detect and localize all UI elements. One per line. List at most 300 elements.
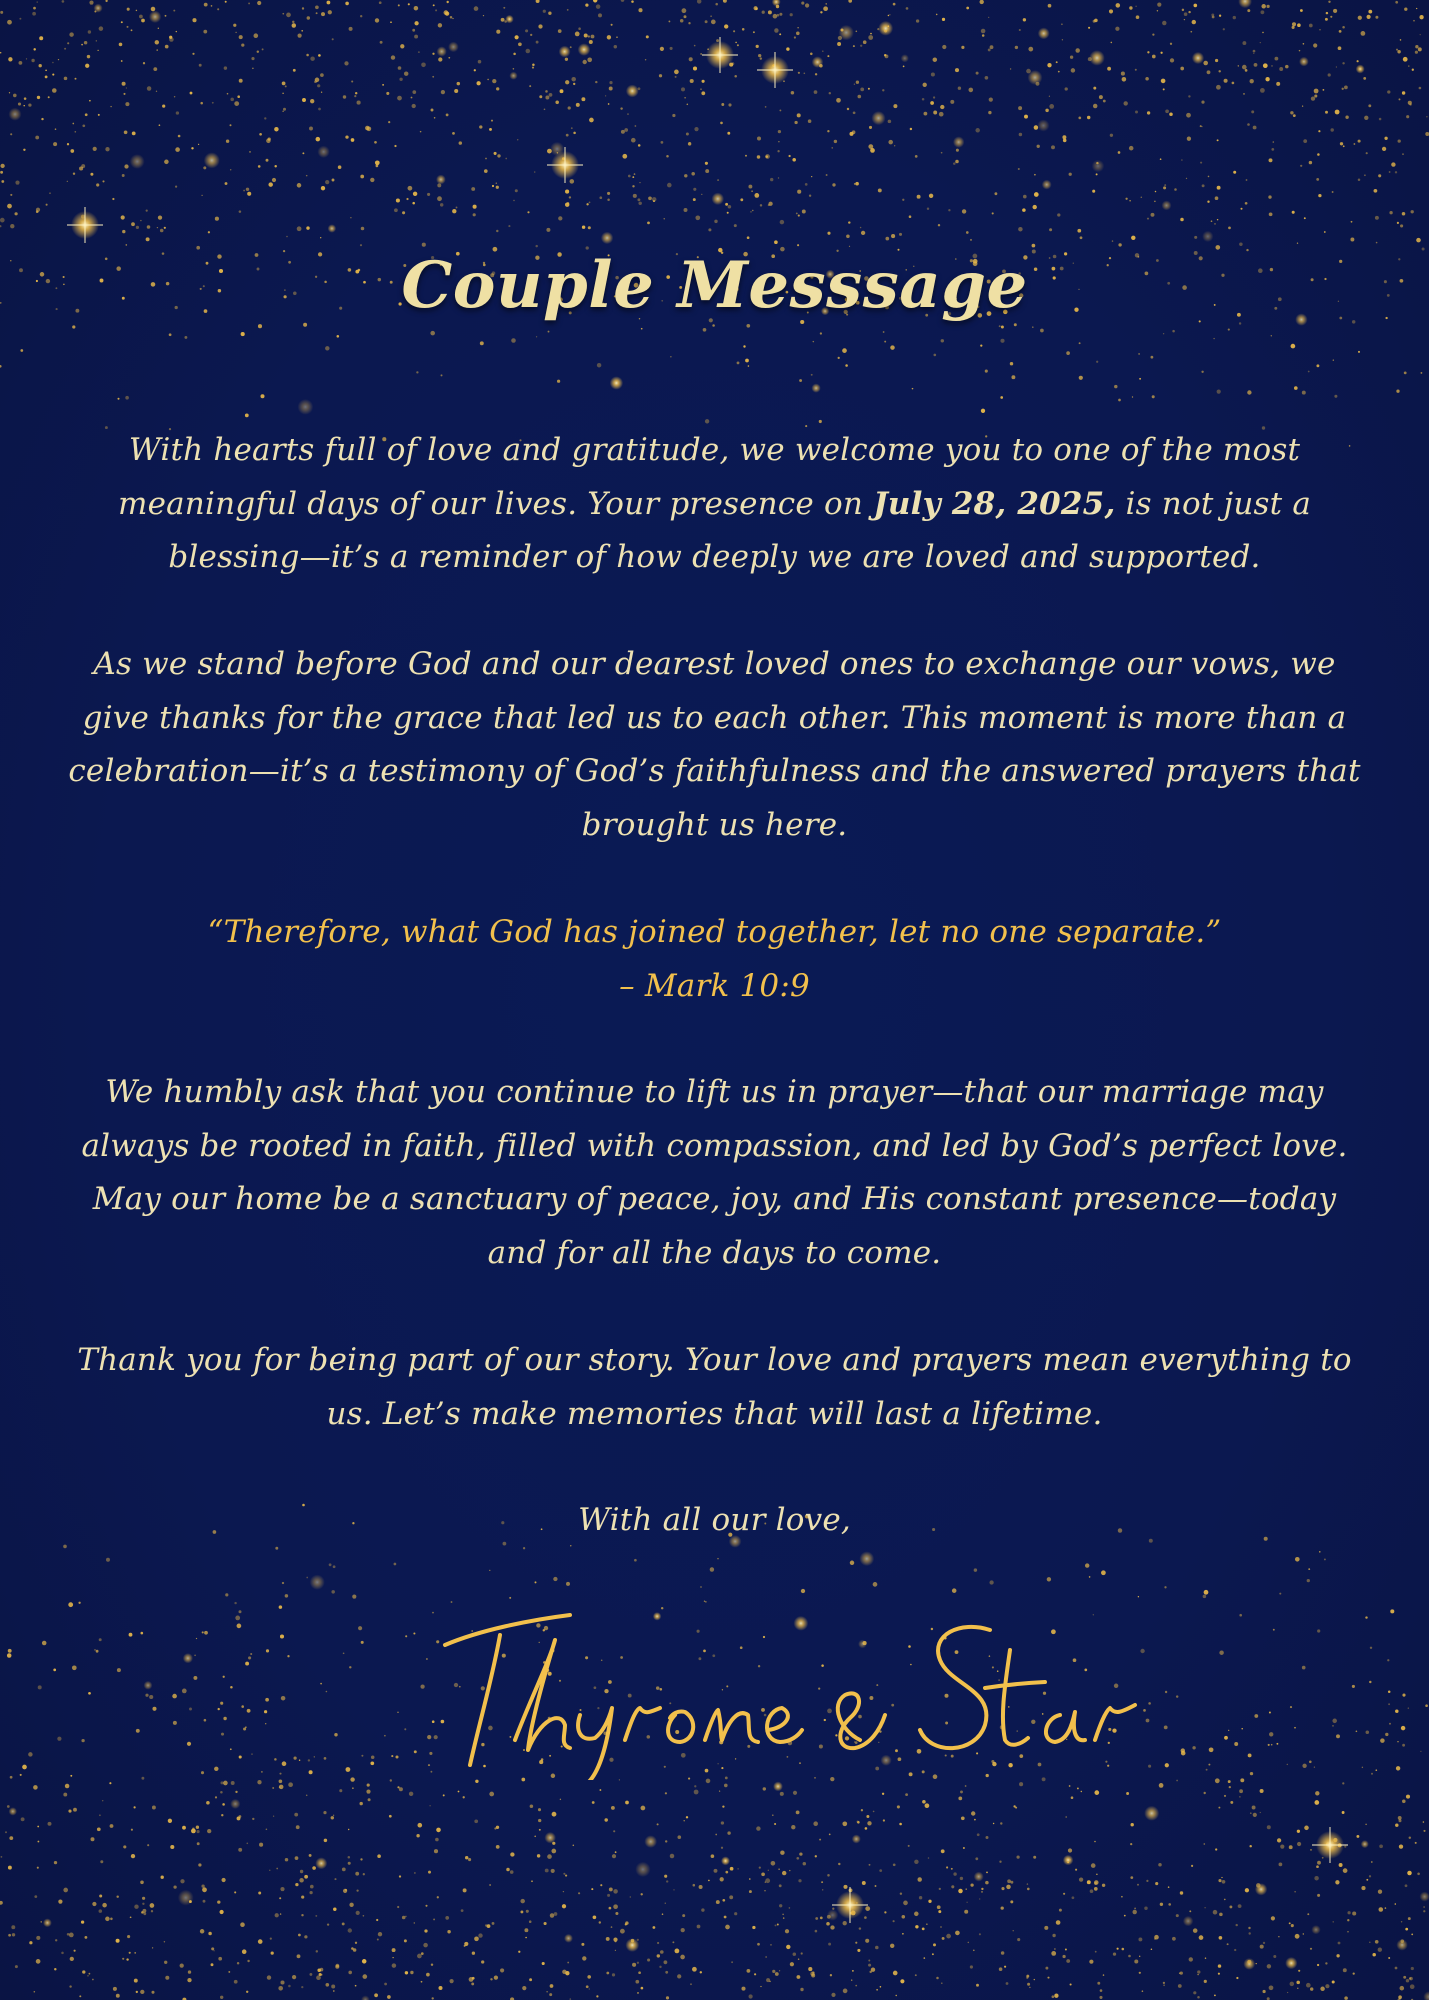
sparkle-dot	[1402, 1694, 1405, 1697]
sparkle-dot	[1384, 280, 1387, 283]
sparkle-dot	[94, 4, 103, 13]
sparkle-dot	[705, 169, 709, 173]
sparkle-dot	[966, 7, 969, 10]
sparkle-dot	[796, 1811, 800, 1815]
sparkle-dot	[518, 1951, 520, 1953]
sparkle-dot	[853, 45, 855, 47]
sparkle-dot	[1151, 1948, 1153, 1950]
sparkle-dot	[18, 102, 21, 105]
sparkle-dot	[324, 1839, 327, 1842]
sparkle-dot	[615, 1912, 618, 1915]
sparkle-dot	[113, 1987, 117, 1991]
sparkle-dot	[779, 1970, 780, 1971]
sparkle-dot	[779, 33, 781, 35]
sparkle-dot	[1147, 218, 1149, 220]
sparkle-dot	[7, 1653, 12, 1658]
sparkle-dot	[1395, 1, 1398, 4]
sparkle-dot	[19, 268, 23, 272]
sparkle-dot	[52, 74, 54, 76]
sparkle-dot	[539, 1829, 541, 1831]
sparkle-dot	[84, 1936, 87, 1939]
sparkle-dot	[1188, 95, 1190, 97]
sparkle-dot	[721, 1821, 724, 1824]
sparkle-dot	[389, 1815, 392, 1818]
sparkle-dot	[740, 198, 743, 201]
sparkle-dot	[864, 1916, 867, 1919]
sparkle-dot	[900, 1979, 904, 1983]
sparkle-dot	[796, 1857, 799, 1860]
sparkle-dot	[1416, 8, 1417, 9]
sparkle-dot	[1160, 52, 1162, 54]
sparkle-dot	[712, 324, 715, 327]
sparkle-dot	[1204, 1792, 1206, 1794]
sparkle-dot	[769, 1981, 771, 1983]
sparkle-dot	[660, 1950, 664, 1954]
sparkle-dot	[581, 1943, 584, 1946]
sparkle-dot	[323, 1811, 326, 1814]
sparkle-dot	[69, 1985, 71, 1987]
sparkle-dot	[680, 1955, 685, 1960]
sparkle-dot	[428, 1871, 431, 1874]
sparkle-dot	[1102, 1884, 1105, 1887]
sparkle-dot	[1239, 1796, 1240, 1797]
star-flare	[702, 37, 738, 73]
sparkle-dot	[237, 1816, 241, 1820]
sparkle-dot	[487, 1924, 491, 1928]
sparkle-dot	[1190, 31, 1192, 33]
sparkle-dot	[777, 14, 780, 17]
sparkle-dot	[1402, 1800, 1406, 1804]
sparkle-dot	[761, 1872, 765, 1876]
sparkle-dot	[1139, 1972, 1141, 1974]
sparkle-dot	[875, 1946, 879, 1950]
sparkle-dot	[238, 1848, 242, 1852]
sparkle-dot	[1311, 1925, 1320, 1934]
sparkle-dot	[1042, 180, 1052, 190]
sparkle-dot	[132, 132, 136, 136]
sparkle-dot	[601, 232, 613, 244]
sparkle-dot	[1347, 1931, 1349, 1933]
sparkle-dot	[320, 237, 321, 238]
sparkle-dot	[178, 1890, 194, 1906]
sparkle-dot	[1368, 104, 1371, 107]
sparkle-dot	[79, 1995, 81, 1997]
sparkle-dot	[492, 185, 494, 187]
sparkle-dot	[759, 1867, 761, 1869]
sparkle-dot	[693, 1884, 696, 1887]
sparkle-dot	[1396, 49, 1398, 51]
sparkle-dot	[773, 1782, 783, 1792]
sparkle-dot	[831, 1993, 835, 1997]
sparkle-dot	[1342, 1782, 1344, 1784]
sparkle-dot	[317, 146, 329, 158]
sparkle-dot	[288, 1985, 291, 1988]
sparkle-dot	[267, 1975, 271, 1979]
sparkle-dot	[980, 344, 982, 346]
sparkle-dot	[933, 354, 936, 357]
sparkle-dot	[79, 166, 83, 170]
sparkle-dot	[859, 1551, 874, 1566]
sparkle-dot	[908, 1845, 910, 1847]
sparkle-dot	[1071, 68, 1075, 72]
sparkle-dot	[620, 1929, 625, 1934]
sparkle-dot	[545, 96, 549, 100]
sparkle-dot	[1184, 12, 1188, 16]
sparkle-dot	[136, 1991, 138, 1993]
sparkle-dot	[1406, 1795, 1410, 1799]
sparkle-dot	[55, 128, 57, 130]
sparkle-dot	[1271, 148, 1274, 151]
sparkle-dot	[966, 1902, 967, 1903]
sparkle-dot	[434, 1849, 438, 1853]
sparkle-dot	[314, 80, 317, 83]
sparkle-dot	[682, 8, 687, 13]
sparkle-dot	[1325, 18, 1328, 21]
sparkle-dot	[159, 124, 161, 126]
sparkle-dot	[429, 1805, 430, 1806]
sparkle-dot	[1385, 1733, 1388, 1736]
sparkle-dot	[840, 28, 843, 31]
sparkle-dot	[471, 187, 475, 191]
sparkle-dot	[641, 328, 643, 330]
sparkle-dot	[632, 176, 634, 178]
sparkle-dot	[1423, 1991, 1429, 2000]
sparkle-dot	[1197, 1974, 1198, 1975]
sparkle-dot	[301, 1986, 303, 1988]
sparkle-dot	[1293, 114, 1296, 117]
sparkle-dot	[644, 1835, 657, 1848]
sparkle-dot	[294, 1813, 298, 1817]
sparkle-dot	[513, 68, 515, 70]
sparkle-dot	[8, 57, 12, 61]
sparkle-dot	[607, 1894, 610, 1897]
sparkle-dot	[974, 1819, 976, 1821]
sparkle-dot	[130, 1916, 132, 1918]
sparkle-dot	[510, 1852, 514, 1856]
sparkle-dot	[747, 236, 750, 239]
sparkle-dot	[538, 1819, 541, 1822]
sparkle-dot	[1138, 353, 1140, 355]
sparkle-dot	[275, 1913, 279, 1917]
sparkle-dot	[292, 1975, 296, 1979]
sparkle-dot	[402, 1916, 406, 1920]
sparkle-dot	[1200, 162, 1202, 164]
sparkle-dot	[73, 1808, 77, 1812]
sparkle-dot	[811, 383, 820, 392]
sparkle-dot	[175, 147, 180, 152]
sparkle-dot	[1047, 1977, 1049, 1979]
sparkle-dot	[42, 1641, 47, 1646]
sparkle-dot	[1221, 1877, 1222, 1878]
sparkle-dot	[530, 1804, 534, 1808]
sparkle-dot	[1154, 201, 1155, 202]
sparkle-dot	[1088, 27, 1090, 29]
sparkle-dot	[377, 1939, 379, 1941]
sparkle-dot	[849, 132, 853, 136]
sparkle-dot	[510, 1870, 514, 1874]
sparkle-dot	[99, 1909, 103, 1913]
sparkle-dot	[673, 1889, 674, 1890]
sparkle-dot	[780, 220, 784, 224]
sparkle-dot	[161, 1876, 164, 1879]
sparkle-dot	[882, 1793, 884, 1795]
sparkle-dot	[888, 15, 889, 16]
sparkle-dot	[1253, 53, 1254, 54]
sparkle-dot	[635, 1980, 639, 1984]
sparkle-dot	[7, 204, 12, 209]
sparkle-dot	[433, 1918, 435, 1920]
sparkle-dot	[1324, 231, 1326, 233]
sparkle-dot	[589, 118, 594, 123]
sparkle-dot	[48, 1822, 52, 1826]
sparkle-dot	[421, 62, 426, 67]
sparkle-dot	[883, 1819, 885, 1821]
sparkle-dot	[889, 14, 890, 15]
sparkle-dot	[1151, 356, 1154, 359]
sparkle-dot	[438, 1986, 442, 1990]
sparkle-dot	[622, 154, 627, 159]
sparkle-dot	[988, 48, 991, 51]
sparkle-dot	[299, 1878, 304, 1883]
sparkle-dot	[0, 218, 5, 223]
sparkle-dot	[770, 1944, 771, 1945]
sparkle-dot	[779, 1884, 782, 1887]
sparkle-dot	[760, 1986, 761, 1987]
sparkle-dot	[862, 1881, 866, 1885]
sparkle-dot	[976, 1984, 979, 1987]
sparkle-dot	[124, 164, 128, 168]
sparkle-dot	[789, 1870, 790, 1871]
sparkle-dot	[418, 51, 420, 53]
sparkle-dot	[129, 1952, 131, 1954]
sparkle-dot	[710, 15, 711, 16]
sparkle-dot	[413, 192, 417, 196]
sparkle-dot	[249, 151, 251, 153]
sparkle-dot	[563, 1891, 564, 1892]
sparkle-dot	[1187, 137, 1191, 141]
sparkle-dot	[1279, 1863, 1283, 1867]
sparkle-dot	[870, 33, 872, 35]
sparkle-dot	[728, 205, 732, 209]
sparkle-dot	[1420, 34, 1421, 35]
sparkle-dot	[1099, 1996, 1102, 1999]
sparkle-dot	[729, 1895, 733, 1899]
sparkle-dot	[176, 111, 179, 114]
sparkle-dot	[727, 132, 730, 135]
sparkle-dot	[1300, 165, 1302, 167]
sparkle-dot	[9, 1807, 17, 1815]
sparkle-dot	[122, 230, 125, 233]
sparkle-dot	[261, 394, 265, 398]
sparkle-dot	[1094, 1882, 1097, 1885]
sparkle-dot	[1363, 77, 1366, 80]
sparkle-dot	[573, 83, 575, 85]
sparkle-dot	[756, 8, 758, 10]
sparkle-dot	[1358, 179, 1361, 182]
sparkle-dot	[412, 29, 415, 32]
sparkle-dot	[422, 243, 426, 247]
sparkle-dot	[513, 53, 516, 56]
sparkle-dot	[974, 1568, 977, 1571]
sparkle-dot	[1303, 139, 1307, 143]
sparkle-dot	[584, 34, 588, 38]
sparkle-dot	[1389, 211, 1392, 214]
sparkle-dot	[1111, 42, 1113, 44]
sparkle-dot	[548, 12, 551, 15]
sparkle-dot	[612, 1854, 616, 1858]
sparkle-dot	[496, 230, 498, 232]
sparkle-dot	[116, 1939, 120, 1943]
sparkle-dot	[40, 272, 45, 277]
sparkle-dot	[246, 188, 249, 191]
sparkle-dot	[1163, 333, 1164, 334]
sparkle-dot	[23, 149, 25, 151]
sparkle-dot	[855, 1985, 857, 1987]
sparkle-dot	[496, 1845, 500, 1849]
sparkle-dot	[203, 1900, 206, 1903]
sparkle-dot	[1400, 279, 1404, 283]
sparkle-dot	[589, 40, 593, 44]
sparkle-dot	[562, 1904, 566, 1908]
sparkle-dot	[110, 1918, 113, 1921]
sparkle-dot	[915, 155, 918, 158]
sparkle-dot	[1403, 1976, 1406, 1979]
sparkle-dot	[1384, 137, 1387, 140]
sparkle-dot	[320, 73, 324, 77]
sparkle-dot	[456, 207, 458, 209]
sparkle-dot	[664, 1875, 667, 1878]
sparkle-dot	[298, 1934, 301, 1937]
sparkle-dot	[1340, 142, 1343, 145]
sparkle-dot	[552, 1812, 557, 1817]
sparkle-dot	[532, 63, 535, 66]
sparkle-dot	[1423, 1830, 1425, 1832]
sparkle-dot	[790, 1962, 794, 1966]
sparkle-dot	[1328, 73, 1331, 76]
sparkle-dot	[241, 332, 245, 336]
sparkle-dot	[1248, 1927, 1250, 1929]
sparkle-dot	[1093, 87, 1096, 90]
sparkle-dot	[966, 231, 969, 234]
sparkle-dot	[703, 328, 707, 332]
sparkle-dot	[941, 339, 944, 342]
sparkle-dot	[354, 95, 356, 97]
sparkle-dot	[360, 1858, 362, 1860]
sparkle-dot	[538, 1808, 541, 1811]
sparkle-dot	[0, 365, 2, 368]
sparkle-dot	[715, 3, 718, 6]
sparkle-dot	[1199, 1935, 1204, 1940]
sparkle-dot	[524, 1928, 528, 1932]
sparkle-dot	[1070, 1983, 1072, 1985]
sparkle-dot	[1420, 372, 1422, 374]
sparkle-dot	[276, 1868, 278, 1870]
sparkle-dot	[936, 14, 938, 16]
sparkle-dot	[856, 31, 858, 33]
sparkle-dot	[496, 1826, 499, 1829]
sparkle-dot	[286, 236, 288, 238]
sparkle-dot	[274, 127, 278, 131]
sparkle-dot	[1233, 16, 1236, 19]
sparkle-dot	[648, 196, 652, 200]
sparkle-dot	[19, 61, 23, 65]
sparkle-dot	[860, 227, 862, 229]
sparkle-dot	[798, 215, 800, 217]
sparkle-dot	[1279, 67, 1283, 71]
sparkle-dot	[248, 2, 250, 4]
sparkle-dot	[933, 57, 938, 62]
sparkle-dot	[958, 87, 961, 90]
sparkle-dot	[437, 1896, 439, 1898]
sparkle-dot	[697, 0, 702, 4]
sparkle-dot	[798, 1879, 801, 1882]
sparkle-dot	[792, 158, 796, 162]
sparkle-dot	[1066, 351, 1070, 355]
sparkle-dot	[1338, 1942, 1341, 1945]
sparkle-dot	[752, 1926, 755, 1929]
sparkle-dot	[476, 81, 480, 85]
couple-signature	[60, 1590, 1369, 1780]
sparkle-dot	[1358, 16, 1362, 20]
sparkle-dot	[357, 101, 361, 105]
sparkle-dot	[1218, 1964, 1221, 1967]
sparkle-dot	[1404, 372, 1407, 375]
sparkle-dot	[1260, 1812, 1261, 1813]
sparkle-dot	[1366, 152, 1368, 154]
sparkle-dot	[568, 106, 571, 109]
sparkle-dot	[1116, 3, 1121, 8]
sparkle-dot	[1032, 326, 1034, 328]
sparkle-dot	[1193, 1928, 1198, 1933]
sparkle-dot	[1245, 1888, 1249, 1892]
sparkle-dot	[257, 1780, 261, 1784]
sparkle-dot	[853, 111, 856, 114]
sparkle-dot	[122, 82, 126, 86]
sparkle-dot	[36, 280, 38, 282]
sparkle-dot	[743, 345, 745, 347]
sparkle-dot	[432, 76, 434, 78]
sparkle-dot	[1151, 213, 1155, 217]
sparkle-dot	[657, 1942, 659, 1944]
sparkle-dot	[84, 41, 87, 44]
sparkle-dot	[1197, 1996, 1200, 1999]
sparkle-dot	[433, 4, 435, 6]
sparkle-dot	[801, 1952, 803, 1954]
sparkle-dot	[1253, 50, 1256, 53]
sparkle-dot	[966, 1888, 967, 1889]
sparkle-dot	[271, 1951, 274, 1954]
sparkle-dot	[850, 1561, 854, 1565]
sparkle-dot	[1296, 1981, 1300, 1985]
sparkle-dot	[11, 1925, 15, 1929]
sparkle-dot	[45, 69, 47, 71]
prayer-paragraph: We humbly ask that you continue to lift us in prayer—that our marriage may always be rooted in faith, filled with compassion, and led by God’s perfect love. May our home be a sanctuary of peace, joy, and His constant presence—today and for all the days to come.	[81, 1074, 1348, 1271]
sparkle-dot	[29, 1941, 32, 1944]
sparkle-dot	[424, 1929, 427, 1932]
sparkle-dot	[988, 111, 991, 114]
sparkle-dot	[436, 1828, 441, 1833]
sparkle-dot	[309, 127, 313, 131]
sparkle-dot	[975, 128, 980, 133]
sparkle-dot	[298, 34, 302, 38]
sparkle-dot	[1425, 1704, 1428, 1707]
wedding-date: July 28, 2025,	[873, 485, 1116, 522]
sparkle-dot	[684, 97, 686, 99]
sparkle-dot	[937, 1905, 941, 1909]
sparkle-dot	[1395, 171, 1397, 173]
sparkle-dot	[90, 173, 93, 176]
sparkle-dot	[939, 112, 944, 117]
